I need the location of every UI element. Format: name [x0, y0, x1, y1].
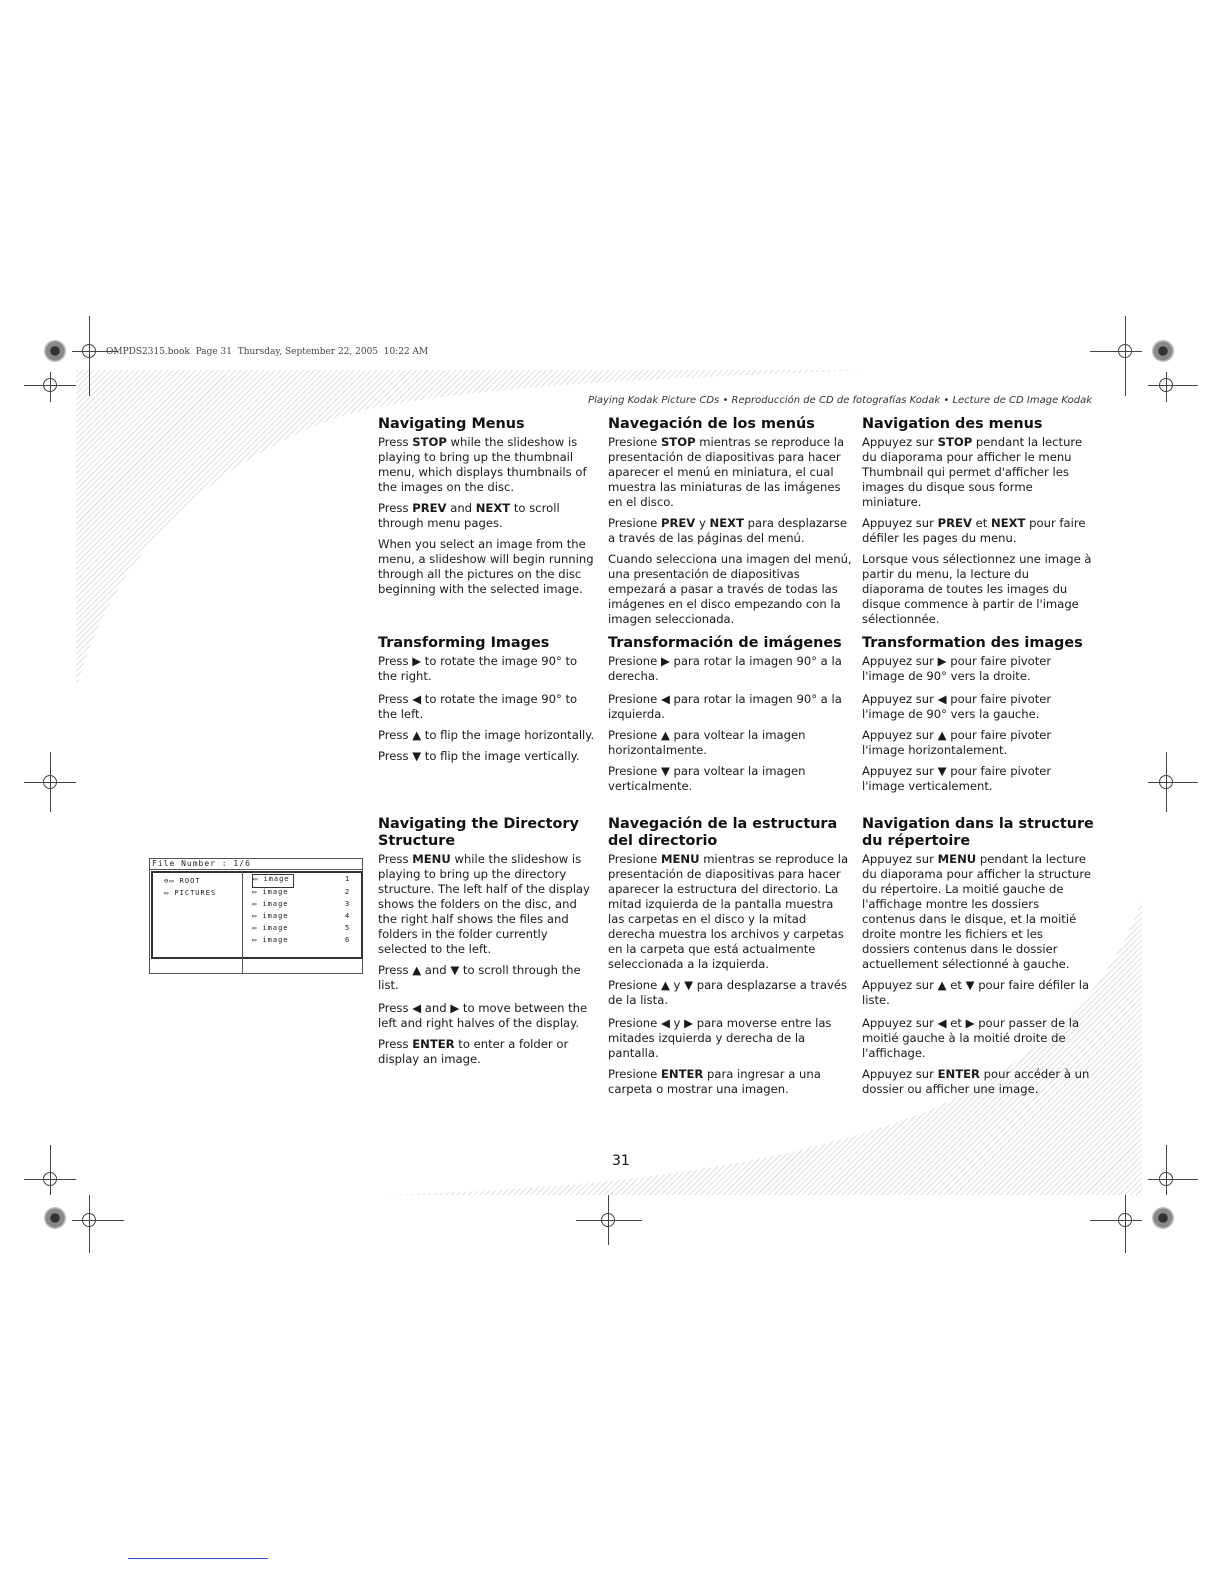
heading-navegacion-directorio: Navegación de la estructura del directorio — [608, 816, 838, 849]
up-arrow-icon: ▲ — [937, 728, 947, 742]
paragraph: Appuyez sur ◀ et ▶ pour passer de la moitié gauche à la moitié droite de l'affichage. — [862, 1016, 1080, 1060]
column-english-transform — [378, 635, 596, 770]
paragraph: When you select an image from the menu, a slideshow will begin running through all the pictures on the disc beginning with the selected image. — [378, 537, 594, 596]
heading-transforming-images: Transforming Images — [378, 635, 550, 651]
registration-dot-top-right — [1152, 340, 1174, 362]
right-arrow-icon: ▶ — [937, 654, 947, 668]
file-item: ▭ image 6 — [252, 936, 351, 944]
folder-pictures: ▭ PICTURES — [164, 889, 217, 897]
up-arrow-icon: ▲ — [660, 728, 670, 742]
registration-dot-bottom-right — [1152, 1207, 1174, 1229]
paragraph: Presione ▲ para voltear la imagen horizontalmente. — [608, 728, 806, 757]
column-english-menus — [378, 416, 596, 603]
paragraph: Press ENTER to enter a folder or display an image. — [378, 1037, 569, 1066]
file-item: ▭ image 2 — [252, 888, 351, 896]
left-arrow-icon: ◀ — [412, 1001, 422, 1015]
left-arrow-icon: ◀ — [660, 692, 670, 706]
up-arrow-icon: ▲ — [660, 978, 670, 992]
paragraph: Appuyez sur ▶ pour faire pivoter l'image de 90° vers la droite. — [862, 654, 1052, 683]
bottom-link-underline — [128, 1558, 268, 1559]
right-arrow-icon: ▶ — [965, 1016, 975, 1030]
paragraph: Appuyez sur ENTER pour accéder à un dossier ou afficher une image. — [862, 1067, 1090, 1096]
paragraph: Press PREV and NEXT to scroll through menu pages. — [378, 501, 560, 530]
down-arrow-icon: ▼ — [965, 978, 975, 992]
left-arrow-icon: ◀ — [412, 692, 422, 706]
right-arrow-icon: ▶ — [660, 654, 670, 668]
heading-navegacion-menus: Navegación de los menús — [608, 416, 815, 432]
paragraph: Press ▲ and ▼ to scroll through the list. — [378, 963, 581, 992]
file-item: ▭ image 4 — [252, 912, 351, 920]
folder-root: ⊖▭ ROOT — [164, 877, 201, 885]
up-arrow-icon: ▲ — [937, 978, 947, 992]
paragraph: Cuando selecciona una imagen del menú, una presentación de diapositivas empezará a pasar a través de todas las imágenes en el disco empezando con la imagen seleccionada. — [608, 552, 852, 626]
column-spanish-menus — [608, 416, 852, 633]
column-english-directory — [378, 816, 596, 1073]
file-item: ▭ image 1 — [252, 874, 294, 888]
left-arrow-icon: ◀ — [937, 1016, 947, 1030]
heading-transformation-images: Transformation des images — [862, 635, 1083, 651]
paragraph: Press ▶ to rotate the image 90° to the right. — [378, 654, 578, 683]
file-browser-title: File Number : 1/6 — [152, 859, 251, 868]
heading-navigating-directory: Navigating the Directory Structure — [378, 816, 579, 849]
column-french-transform — [862, 635, 1094, 800]
paragraph: Press ◀ and ▶ to move between the left and right halves of the display. — [378, 1001, 588, 1030]
column-spanish-transform — [608, 635, 852, 800]
paragraph: Presione ◀ y ▶ para moverse entre las mitades izquierda y derecha de la pantalla. — [608, 1016, 832, 1060]
page-number: 31 — [612, 1153, 630, 1169]
paragraph: Appuyez sur ▲ et ▼ pour faire défiler la liste. — [862, 978, 1090, 1007]
file-browser-screenshot — [149, 858, 363, 974]
paragraph: Press MENU while the slideshow is playing to bring up the directory structure. The left half of the display shows the folders on the disc, and the right half shows the files and folders in the folder currently selected to the left. — [378, 852, 590, 956]
heading-transformacion-imagenes: Transformación de imágenes — [608, 635, 842, 651]
up-arrow-icon: ▲ — [412, 963, 422, 977]
paragraph: Presione MENU mientras se reproduce la presentación de diapositivas para hacer aparecer la estructura del directorio. La mitad izquierda de la pantalla muestra las carpetas en el disco y la mitad derecha muestra los archivos y carpetas en la carpeta que está actualmente seleccionada a la izquierda. — [608, 852, 849, 971]
file-item: ▭ image 5 — [252, 924, 351, 932]
paragraph: Appuyez sur ▼ pour faire pivoter l'image verticalement. — [862, 764, 1052, 793]
up-arrow-icon: ▲ — [412, 728, 422, 742]
paragraph: Presione STOP mientras se reproduce la presentación de diapositivas para hacer aparecer el menú en miniatura, el cual muestra las miniaturas de las imágenes en el disco. — [608, 435, 845, 509]
paragraph: Press ▼ to flip the image vertically. — [378, 749, 580, 763]
file-item: ▭ image 3 — [252, 900, 351, 908]
left-arrow-icon: ◀ — [660, 1016, 670, 1030]
right-arrow-icon: ▶ — [684, 1016, 694, 1030]
file-list — [252, 874, 352, 948]
paragraph: Appuyez sur ▲ pour faire pivoter l'image horizontalement. — [862, 728, 1052, 757]
paragraph: Presione ENTER para ingresar a una carpeta o mostrar una imagen. — [608, 1067, 821, 1096]
column-french-menus — [862, 416, 1094, 633]
paragraph: Lorsque vous sélectionnez une image à partir du menu, la lecture du diaporama de toutes les images du disque commence à partir de l'image sélectionnée. — [862, 552, 1092, 626]
heading-navigating-menus: Navigating Menus — [378, 416, 525, 432]
paragraph: Appuyez sur PREV et NEXT pour faire défiler les pages du menu. — [862, 516, 1086, 545]
paragraph: Presione ▼ para voltear la imagen verticalmente. — [608, 764, 806, 793]
down-arrow-icon: ▼ — [937, 764, 947, 778]
down-arrow-icon: ▼ — [450, 963, 460, 977]
paragraph: Appuyez sur MENU pendant la lecture du diaporama pour afficher la structure du répertoire. La moitié gauche de l'affichage montre les dossiers contenus dans le disque, et la moitié droite montre les fichiers et les dossiers contenus dans le dossier actuellement sélectionné à gauche. — [862, 852, 1091, 971]
registration-dot-top-left — [44, 340, 66, 362]
down-arrow-icon: ▼ — [412, 749, 422, 763]
down-arrow-icon: ▼ — [660, 764, 670, 778]
paragraph: Presione PREV y NEXT para desplazarse a través de las páginas del menú. — [608, 516, 848, 545]
paragraph: Press ▲ to flip the image horizontally. — [378, 728, 595, 742]
right-arrow-icon: ▶ — [450, 1001, 460, 1015]
down-arrow-icon: ▼ — [684, 978, 694, 992]
heading-navigation-structure: Navigation dans la structure du répertoire — [862, 816, 1094, 849]
paragraph: Presione ◀ para rotar la imagen 90° a la izquierda. — [608, 692, 842, 721]
running-header: Playing Kodak Picture CDs • Reproducción de CD de fotografías Kodak • Lecture de CD Image Kodak — [588, 395, 1092, 406]
right-arrow-icon: ▶ — [412, 654, 422, 668]
paragraph: Appuyez sur STOP pendant la lecture du diaporama pour afficher le menu Thumbnail qui permet d'afficher les images du disque sous forme miniature. — [862, 435, 1083, 509]
print-slug-line: OMPDS2315.book Page 31 Thursday, September 22, 2005 10:22 AM — [106, 347, 429, 357]
paragraph: Appuyez sur ◀ pour faire pivoter l'image de 90° vers la gauche. — [862, 692, 1052, 721]
column-french-directory — [862, 816, 1094, 1103]
heading-navigation-menus: Navigation des menus — [862, 416, 1043, 432]
left-arrow-icon: ◀ — [937, 692, 947, 706]
registration-dot-bottom-left — [44, 1207, 66, 1229]
column-spanish-directory — [608, 816, 852, 1103]
paragraph: Press ◀ to rotate the image 90° to the left. — [378, 692, 578, 721]
paragraph: Presione ▶ para rotar la imagen 90° a la derecha. — [608, 654, 842, 683]
paragraph: Press STOP while the slideshow is playing to bring up the thumbnail menu, which displays thumbnails of the images on the disc. — [378, 435, 587, 494]
paragraph: Presione ▲ y ▼ para desplazarse a través de la lista. — [608, 978, 848, 1007]
